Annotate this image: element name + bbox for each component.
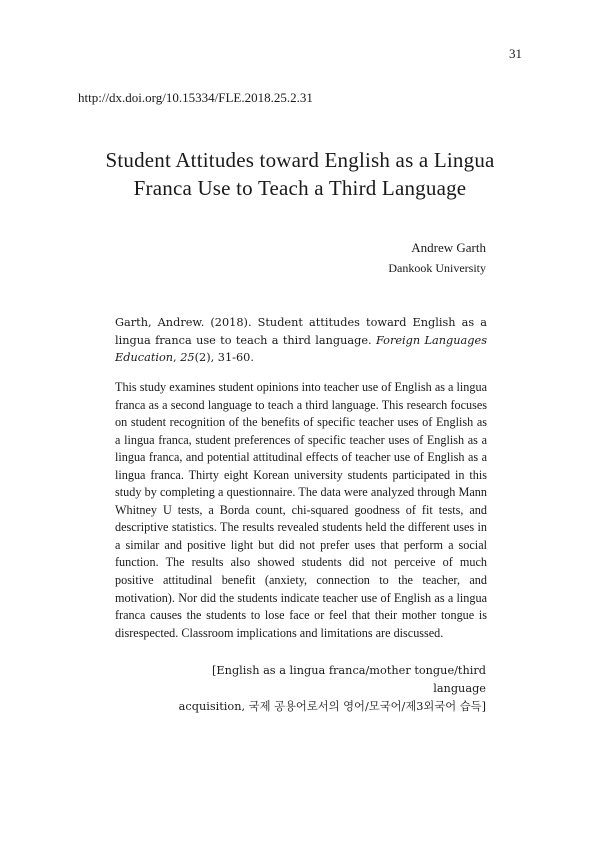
keywords-line-2: acquisition, 국제 공용어로서의 영어/모국어/제3외국어 습득] xyxy=(178,700,486,713)
title-line-1: Student Attitudes toward English as a Lingua xyxy=(105,148,495,172)
citation-volume: 25 xyxy=(180,351,195,364)
keywords-line-1: [English as a lingua franca/mother tongue/third language xyxy=(212,664,486,695)
citation xyxy=(115,314,487,367)
page-number: 31 xyxy=(509,46,522,61)
keywords xyxy=(156,662,486,716)
citation-sep: , xyxy=(173,351,181,364)
citation-issue-pages: (2), 31-60. xyxy=(194,351,254,364)
doi-link[interactable]: http://dx.doi.org/10.15334/FLE.2018.25.2.31 xyxy=(78,90,313,105)
author-name: Andrew Garth xyxy=(411,240,486,255)
paper-title xyxy=(60,146,540,202)
title-line-2: Franca Use to Teach a Third Language xyxy=(133,176,467,200)
author-affiliation: Dankook University xyxy=(388,261,486,275)
citation-lead: Garth, Andrew. (2018). Student attitudes toward English as a lingua franca use to teach a third language. xyxy=(115,316,487,347)
abstract: This study examines student opinions into teacher use of English as a lingua franca as a second language to teach a third language. This research focuses on student recognition of the benefits of specific teacher uses of English as a lingua franca, student preferences of specific teacher uses of English as a lingua franca, and potential attitudinal effects of teacher use of English as a lingua franca. Thirty eight Korean university students participated in this study by completing a questionnaire. The data were analyzed through Mann Whitney U tests, a Borda count, chi-squared goodness of fit tests, and descriptive statistics. The results revealed students held the different uses in a similar and positive light but did not prefer uses that perform a social function. The results also showed students did not perceive of much positive attitudinal benefit (anxiety, connection to the teacher, and motivation). Nor did the students indicate teacher use of English as a lingua franca causes the students to lose face or feel that their mother tongue is disrespected. Classroom implications and limitations are discussed. xyxy=(115,380,487,640)
citation-journal: Foreign Languages Education xyxy=(115,333,487,364)
